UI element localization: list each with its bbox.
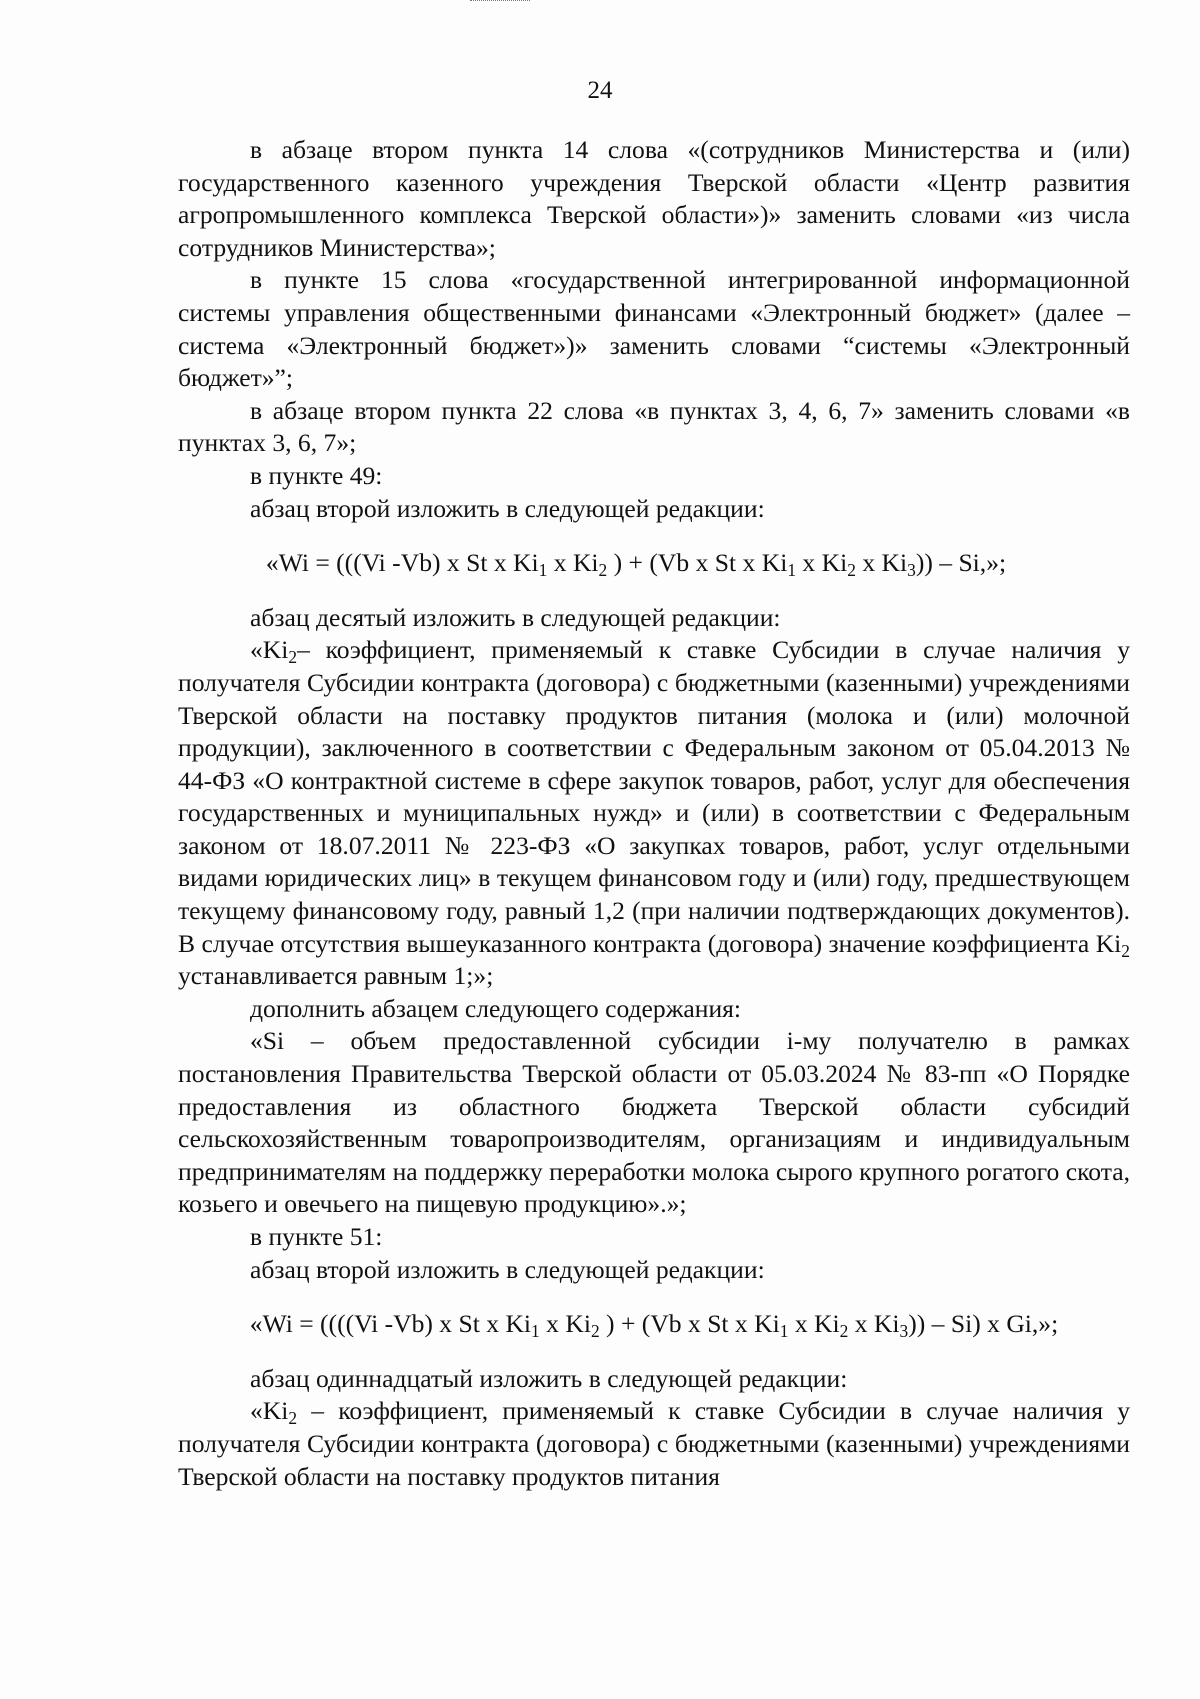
paragraph-5: абзац второй изложить в следующей редакции: (250, 493, 765, 523)
document-body (178, 134, 1130, 1493)
paragraph-6: абзац десятый изложить в следующей редакции: (250, 602, 781, 632)
paragraph-2: в пункте 15 слова «государственной интегрированной информационной системы управления общественными финансами «Электронный бюджет» (далее – система «Электронный бюджет»)» заменить словами “системы «Электронный бюджет»”; (178, 265, 1130, 393)
paragraph-8: дополнить абзацем следующего содержания: (250, 993, 742, 1023)
scan-artifact (470, 0, 530, 3)
formula-wi-49: «Wi = (((Vi -Vb) x St x $Ki_1$ x $Ki_2$ ) + (Vb x St x $Ki_1$ x $Ki_2$ x $Ki_3$)) – Si,»; (265, 548, 1007, 580)
paragraph-3: в абзаце втором пункта 22 слова «в пунктах 3, 4, 6, 7» заменить словами «в пунктах 3, 6, 7»; (178, 395, 1130, 458)
paragraph-12: абзац одиннадцатый изложить в следующей редакции: (250, 1363, 848, 1393)
page-number: 24 (587, 77, 613, 104)
paragraph-9: «Si – объем предоставленной субсидии i-му получателю в рамках постановления Правительства Тверской области от 05.03.2024 № 83-пп «О Порядке предоставления из областного бюджета Тверской области субсидий сельскохозяйственным товаропроизводителям, организациям и индивидуальным предпринимателям на поддержку переработки молока сырого крупного рогатого скота, козьего и овечьего на пищевую продукцию».»; (178, 1026, 1130, 1219)
paragraph-4: в пункте 49: (250, 460, 383, 490)
paragraph-13: «$Ki_2$ – коэффициент, применяемый к ставке Субсидии в случае наличия у получателя Субсидии контракта (договора) с бюджетными (казенными) учреждениями Тверской области на поставку продуктов питания (178, 1396, 1130, 1491)
paragraph-11: абзац второй изложить в следующей редакции: (250, 1254, 765, 1284)
paragraph-1: в абзаце втором пункта 14 слова «(сотрудников Министерства и (или) государственного казенного учреждения Тверской области «Центр развития агропромышленного комплекса Тверской области»)» заменить словами «из числа сотрудников Министерства»; (178, 135, 1130, 262)
paragraph-10: в пункте 51: (250, 1222, 383, 1251)
formula-wi-51: «Wi = ((((Vi -Vb) x St x $Ki_1$ x $Ki_2$ ) + (Vb x St x $Ki_1$ x $Ki_2$ x $Ki_3)) - Si$) x Gi,»; (249, 1309, 1059, 1342)
paragraph-7: «$Ki_2-$ коэффициент, применяемый к ставке Субсидии в случае наличия у получателя Субсидии контракта (договора) с бюджетными (казенными) учреждениями Тверской области на поставку продуктов питания (молока и (или) молочной продукции), заключенного в соответствии с Федеральным законом от 05.04.2013 № 44-ФЗ «О контрактной системе в сфере закупок товаров, работ, услуг для обеспечения государственных и муниципальных нужд» и (или) в соответствии с Федеральным законом от 18.07.2011 № 223-ФЗ «О закупках товаров, работ, услуг отдельными видами юридических лиц» в текущем финансовом году и (или) году, предшествующем текущему финансовому году, равный 1,2 (при наличии подтверждающих документов). В случае отсутствия вышеуказанного контракта (договора) значение коэффициента $Ki_2$ устанавливается равным 1;»; (178, 635, 1130, 991)
